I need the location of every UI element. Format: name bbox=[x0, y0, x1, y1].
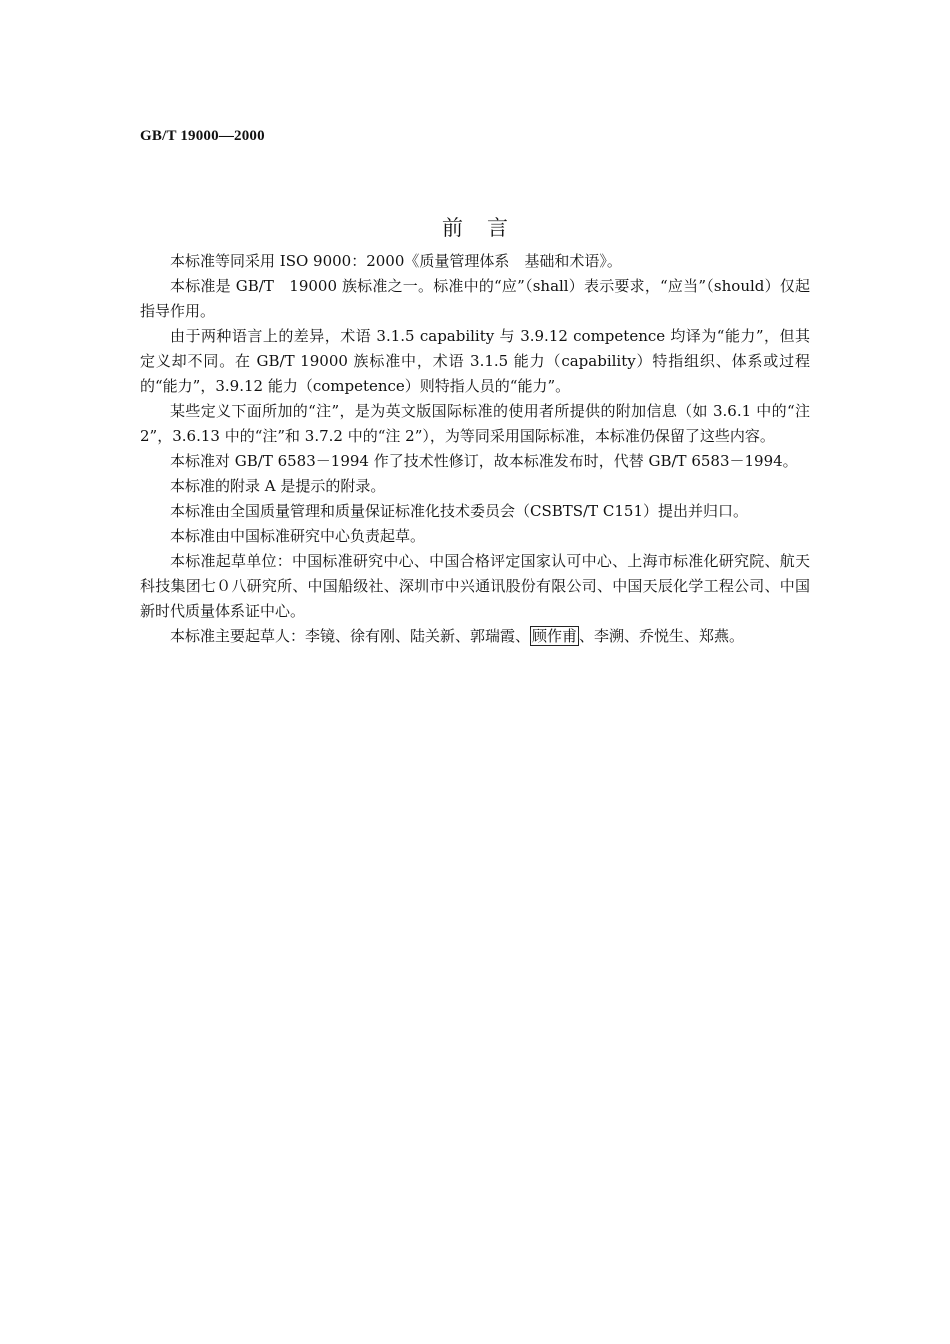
paragraph-shall-should: 本标准是 GB/T 19000 族标准之一。标准中的“应”（shall）表示要求，“应当”（should）仅起指导作用。 bbox=[140, 277, 810, 320]
paragraph-drafters bbox=[140, 624, 810, 649]
preface-body bbox=[140, 249, 810, 649]
paragraph-committee: 本标准由全国质量管理和质量保证标准化技术委员会（CSBTS/T C151）提出并归口。 bbox=[170, 502, 748, 520]
paragraph-replacement: 本标准对 GB/T 6583－1994 作了技术性修订，故本标准发布时，代替 GB/T 6583－1994。 bbox=[170, 452, 798, 470]
paragraph-annex: 本标准的附录 A 是提示的附录。 bbox=[170, 477, 386, 495]
paragraph-drafting-units: 本标准起草单位：中国标准研究中心、中国合格评定国家认可中心、上海市标准化研究院、航天科技集团七０八研究所、中国船级社、深圳市中兴通讯股份有限公司、中国天辰化学工程公司、中国新时代质量体系证中心。 bbox=[140, 552, 810, 620]
paragraph-drafting-lead: 本标准由中国标准研究中心负责起草。 bbox=[170, 527, 426, 545]
paragraph-adoption: 本标准等同采用 ISO 9000：2000《质量管理体系 基础和术语》。 bbox=[170, 252, 622, 270]
drafters-suffix: 、李溯、乔悦生、郑燕。 bbox=[579, 627, 745, 645]
standard-code: GB/T 19000—2000 bbox=[140, 128, 265, 144]
boxed-drafter-name: 顾作甫 bbox=[532, 627, 578, 645]
drafters-prefix: 本标准主要起草人：李镜、徐有刚、陆关新、郭瑞霞、 bbox=[170, 627, 531, 645]
paragraph-notes: 某些定义下面所加的“注”，是为英文版国际标准的使用者所提供的附加信息（如 3.6.1 中的“注 2”，3.6.13 中的“注”和 3.7.2 中的“注 2”），为等同采用国际标准，本标准仍保留了这些内容。 bbox=[140, 402, 810, 445]
paragraph-capability-competence: 由于两种语言上的差异，术语 3.1.5 capability 与 3.9.12 competence 均译为“能力”，但其定义却不同。在 GB/T 19000 族标准中，术语 3.1.5 能力（capability）特指组织、体系或过程的“能力”，3.9.12 能力（competence）则特指人员的“能力”。 bbox=[140, 327, 810, 395]
page-title: 前言 bbox=[442, 216, 532, 240]
